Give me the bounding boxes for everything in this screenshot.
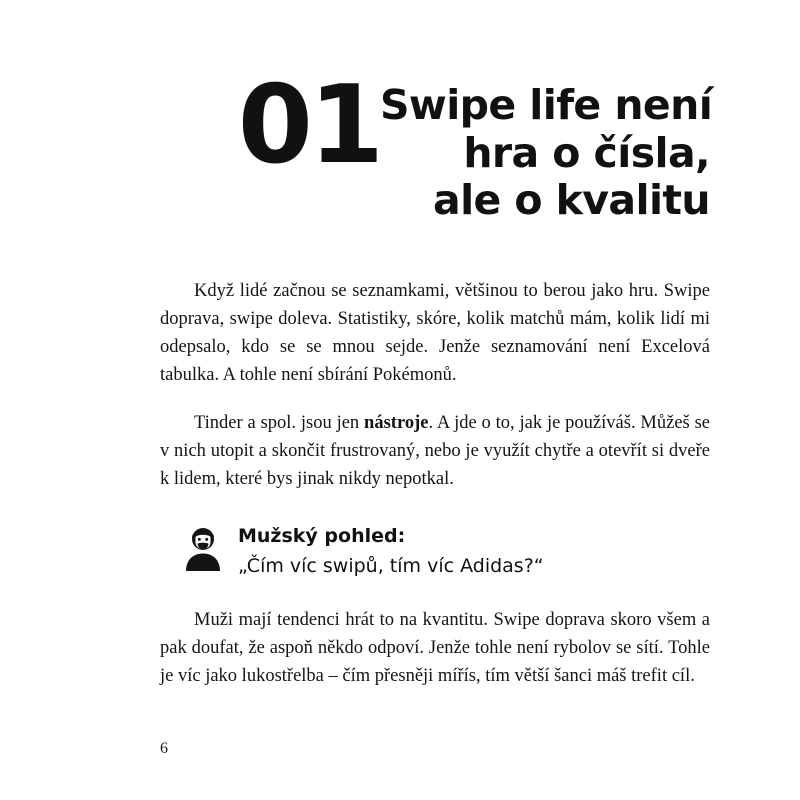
persona-quote: „Čím víc swipů, tím víc Adidas?“ [238,555,544,578]
paragraph-1: Když lidé začnou se seznamkami, většinou to berou jako hru. Swipe doprava, swipe doleva. Statistiky, skóre, kolik matchů mám, kolik lidí mi odepsalo, kdo se se mnou sejde. Jenže seznamování není Excelová tabulka. A tohle není sbírání Pokémonů. [160,280,710,385]
page-number: 6 [160,740,168,757]
paragraph-2-tail: . A jde o to, jak je používáš. Můžeš se v nich utopit a skončit frustrovaný, nebo je využít chytře a otevřít si dveře k lidem, které bys jinak nikdy nepotkal. [160,413,710,490]
chapter-number: 01 [237,63,380,188]
paragraph-2 [160,409,710,493]
persona-label: Mužský pohled: [238,525,406,548]
chapter-heading [160,63,713,225]
paragraph-3: Muži mají tendenci hrát to na kvantitu. Swipe doprava skoro všem a pak doufat, že aspoň někdo odpoví. Jenže tohle není rybolov se sítí. Tohle je víc jako lukostřelba – čím přesněji mířís, tím větší šanci máš trefit cíl. [160,609,710,686]
body-copy [160,277,710,690]
persona-text [238,523,544,579]
chapter-title-line-3: ale o kvalitu [433,176,710,225]
paragraph-2-lead: Tinder a spol. jsou jen [194,413,365,434]
paragraph-2-emphasis: nástroje [364,413,429,434]
persona-callout [182,523,710,579]
page-title [380,72,713,225]
chapter-title-line-1: Swipe life není [380,81,713,129]
male-avatar-icon [182,525,224,571]
chapter-title-line-2: hra o čísla, [463,128,710,177]
